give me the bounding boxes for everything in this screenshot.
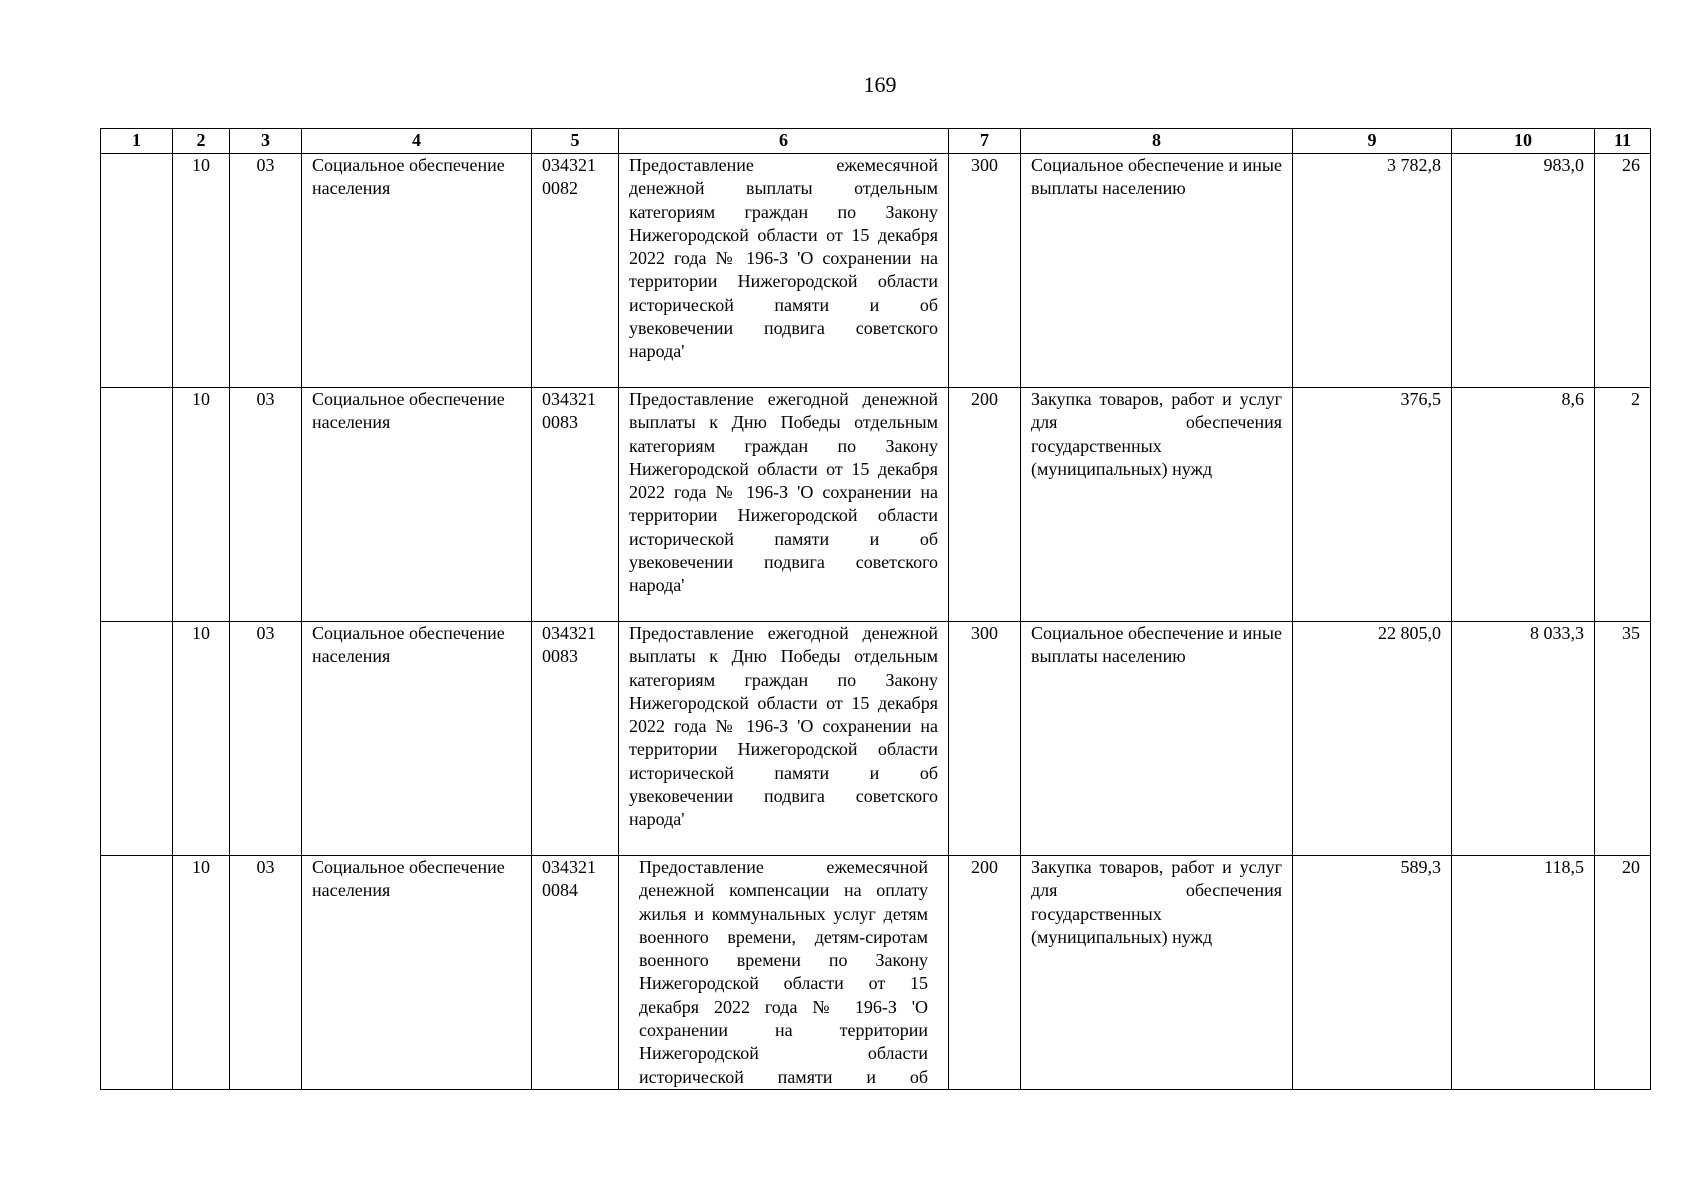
column-header-11: 11	[1595, 129, 1651, 154]
target-article-part: 0082	[542, 178, 578, 199]
target-article-part: 034321	[542, 155, 596, 175]
cell-subsection: 03	[230, 622, 302, 856]
cell-amount-col9: 376,5	[1293, 388, 1452, 622]
target-article-part: 0083	[542, 646, 578, 667]
cell-subsection: 03	[230, 856, 302, 1090]
target-article-part: 0084	[542, 880, 578, 901]
column-header-4: 4	[302, 129, 532, 154]
page-number: 169	[863, 72, 897, 97]
cell-section: 10	[173, 622, 230, 856]
cell-description: Предоставление ежемесячной денежной выплаты отдельным категориям граждан по Закону Нижегородской области от 15 декабря 2022 года № 196-З 'О сохранении на территории Нижегородской области исторической памяти и об увековечении подвига советского народа'	[619, 154, 949, 388]
cell-percent-col11: 26	[1595, 154, 1651, 388]
cell-amount-col9: 22 805,0	[1293, 622, 1452, 856]
target-article-part: 034321	[542, 857, 596, 877]
cell-target-article	[532, 154, 619, 388]
description-text: Предоставление ежемесячной денежной компенсации на оплату жилья и коммунальных услуг детям военного времени, детям-сиротам военного времени по Закону Нижегородской области от 15 декабря 2022 года № 196-З 'О сохранении на территории Нижегородской области исторической памяти и об	[639, 857, 928, 1087]
target-article-part: 034321	[542, 623, 596, 643]
cell-expense-type-code: 300	[949, 622, 1021, 856]
cell-expense-type-code: 300	[949, 154, 1021, 388]
cell-subsection: 03	[230, 154, 302, 388]
cell-description: Предоставление ежегодной денежной выплаты к Дню Победы отдельным категориям граждан по Закону Нижегородской области от 15 декабря 2022 года № 196-З 'О сохранении на территории Нижегородской области исторической памяти и об увековечении подвига советского народа'	[619, 388, 949, 622]
cell-amount-col10: 8 033,3	[1452, 622, 1595, 856]
cell-col1	[101, 856, 173, 1090]
target-article-part: 0083	[542, 412, 578, 433]
target-article-part: 034321	[542, 389, 596, 409]
cell-subsection-name: Социальное обеспечение населения	[302, 622, 532, 856]
cell-expense-type-code: 200	[949, 388, 1021, 622]
cell-description: Предоставление ежегодной денежной выплаты к Дню Победы отдельным категориям граждан по Закону Нижегородской области от 15 декабря 2022 года № 196-З 'О сохранении на территории Нижегородской области исторической памяти и об увековечении подвига советского народа'	[619, 622, 949, 856]
column-header-5: 5	[532, 129, 619, 154]
table-row	[101, 622, 1651, 856]
column-header-10: 10	[1452, 129, 1595, 154]
cell-percent-col11: 35	[1595, 622, 1651, 856]
cell-col1	[101, 622, 173, 856]
cell-col1	[101, 154, 173, 388]
header-row	[101, 129, 1651, 154]
column-header-6: 6	[619, 129, 949, 154]
cell-amount-col9: 589,3	[1293, 856, 1452, 1090]
column-header-1: 1	[101, 129, 173, 154]
cell-subsection-name: Социальное обеспечение населения	[302, 154, 532, 388]
cell-expense-type-name: Социальное обеспечение и иные выплаты населению	[1021, 154, 1293, 388]
table-row	[101, 388, 1651, 622]
cell-section: 10	[173, 388, 230, 622]
cell-amount-col10: 983,0	[1452, 154, 1595, 388]
cell-amount-col9: 3 782,8	[1293, 154, 1452, 388]
cell-expense-type-code: 200	[949, 856, 1021, 1090]
column-header-8: 8	[1021, 129, 1293, 154]
cell-target-article	[532, 856, 619, 1090]
column-header-7: 7	[949, 129, 1021, 154]
cell-percent-col11: 2	[1595, 388, 1651, 622]
cell-col1	[101, 388, 173, 622]
cell-amount-col10: 8,6	[1452, 388, 1595, 622]
table-row	[101, 856, 1651, 1090]
cell-subsection-name: Социальное обеспечение населения	[302, 388, 532, 622]
cell-expense-type-name: Социальное обеспечение и иные выплаты населению	[1021, 622, 1293, 856]
budget-table	[100, 128, 1651, 1090]
cell-expense-type-name: Закупка товаров, работ и услуг для обеспечения государственных (муниципальных) нужд	[1021, 388, 1293, 622]
cell-subsection: 03	[230, 388, 302, 622]
cell-target-article	[532, 622, 619, 856]
cell-subsection-name: Социальное обеспечение населения	[302, 856, 532, 1090]
cell-section: 10	[173, 856, 230, 1090]
column-header-3: 3	[230, 129, 302, 154]
cell-section: 10	[173, 154, 230, 388]
cell-expense-type-name: Закупка товаров, работ и услуг для обеспечения государственных (муниципальных) нужд	[1021, 856, 1293, 1090]
column-header-9: 9	[1293, 129, 1452, 154]
cell-description	[619, 856, 949, 1090]
table-row	[101, 154, 1651, 388]
cell-percent-col11: 20	[1595, 856, 1651, 1090]
cell-target-article	[532, 388, 619, 622]
column-header-2: 2	[173, 129, 230, 154]
cell-amount-col10: 118,5	[1452, 856, 1595, 1090]
